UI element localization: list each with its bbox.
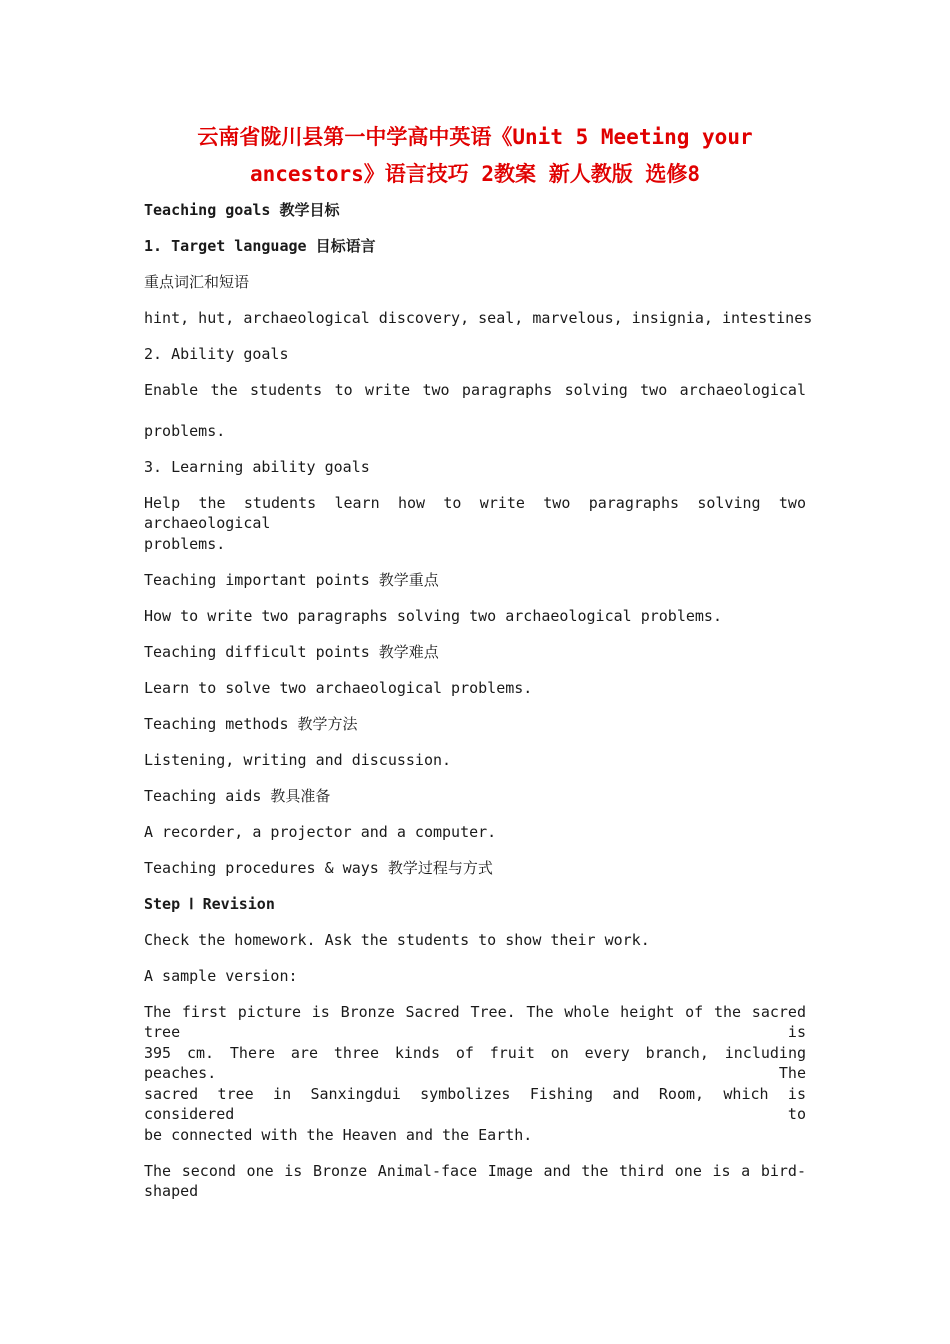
paragraph-line: 395 cm. There are three kinds of fruit on every branch, including peaches. The — [144, 1044, 806, 1082]
paragraph-line: The first picture is Bronze Sacred Tree. The whole height of the sacred tree is — [144, 1003, 806, 1041]
heading-teaching-aids: Teaching aids 教具准备 — [144, 787, 331, 805]
heading-difficult-points: Teaching difficult points 教学难点 — [144, 643, 439, 661]
heading-teaching-goals: Teaching goals 教学目标 — [144, 201, 340, 219]
vocabulary-list: hint, hut, archaeological discovery, seal, marvelous, insignia, intestines — [144, 309, 813, 327]
paragraph-line: Check the homework. Ask the students to show their work. — [144, 931, 650, 949]
paragraph-line: sacred tree in Sanxingdui symbolizes Fishing and Room, which is considered to — [144, 1085, 806, 1123]
heading-teaching-procedures: Teaching procedures & ways 教学过程与方式 — [144, 859, 493, 877]
paragraph-line: Listening, writing and discussion. — [144, 751, 452, 769]
heading-ability-goals: 2. Ability goals — [144, 345, 289, 363]
paragraph-line: How to write two paragraphs solving two archaeological problems. — [144, 607, 722, 625]
heading-important-points: Teaching important points 教学重点 — [144, 571, 439, 589]
paragraph-line: The second one is Bronze Animal-face Image and the third one is a bird-shaped — [144, 1162, 806, 1200]
document-title-line-2: ancestors》语言技巧 2教案 新人教版 选修8 — [249, 162, 700, 186]
document-title-line-1: 云南省陇川县第一中学高中英语《Unit 5 Meeting your — [197, 125, 753, 149]
heading-teaching-methods: Teaching methods 教学方法 — [144, 715, 358, 733]
label-key-vocabulary: 重点词汇和短语 — [144, 273, 250, 291]
paragraph-line: be connected with the Heaven and the Earth. — [144, 1126, 533, 1144]
paragraph-line: Learn to solve two archaeological problems. — [144, 679, 533, 697]
paragraph-line: Help the students learn how to write two paragraphs solving two archaeological — [144, 494, 806, 532]
heading-learning-ability-goals: 3. Learning ability goals — [144, 458, 370, 476]
paragraph-line: Enable the students to write two paragraphs solving two archaeological — [144, 381, 806, 399]
heading-step-revision: Step Ⅰ Revision — [144, 895, 275, 913]
paragraph-line: A recorder, a projector and a computer. — [144, 823, 497, 841]
paragraph-line: problems. — [144, 422, 226, 440]
paragraph-line: problems. — [144, 535, 226, 553]
label-sample-version: A sample version: — [144, 967, 298, 985]
heading-target-language: 1. Target language 目标语言 — [144, 237, 376, 255]
